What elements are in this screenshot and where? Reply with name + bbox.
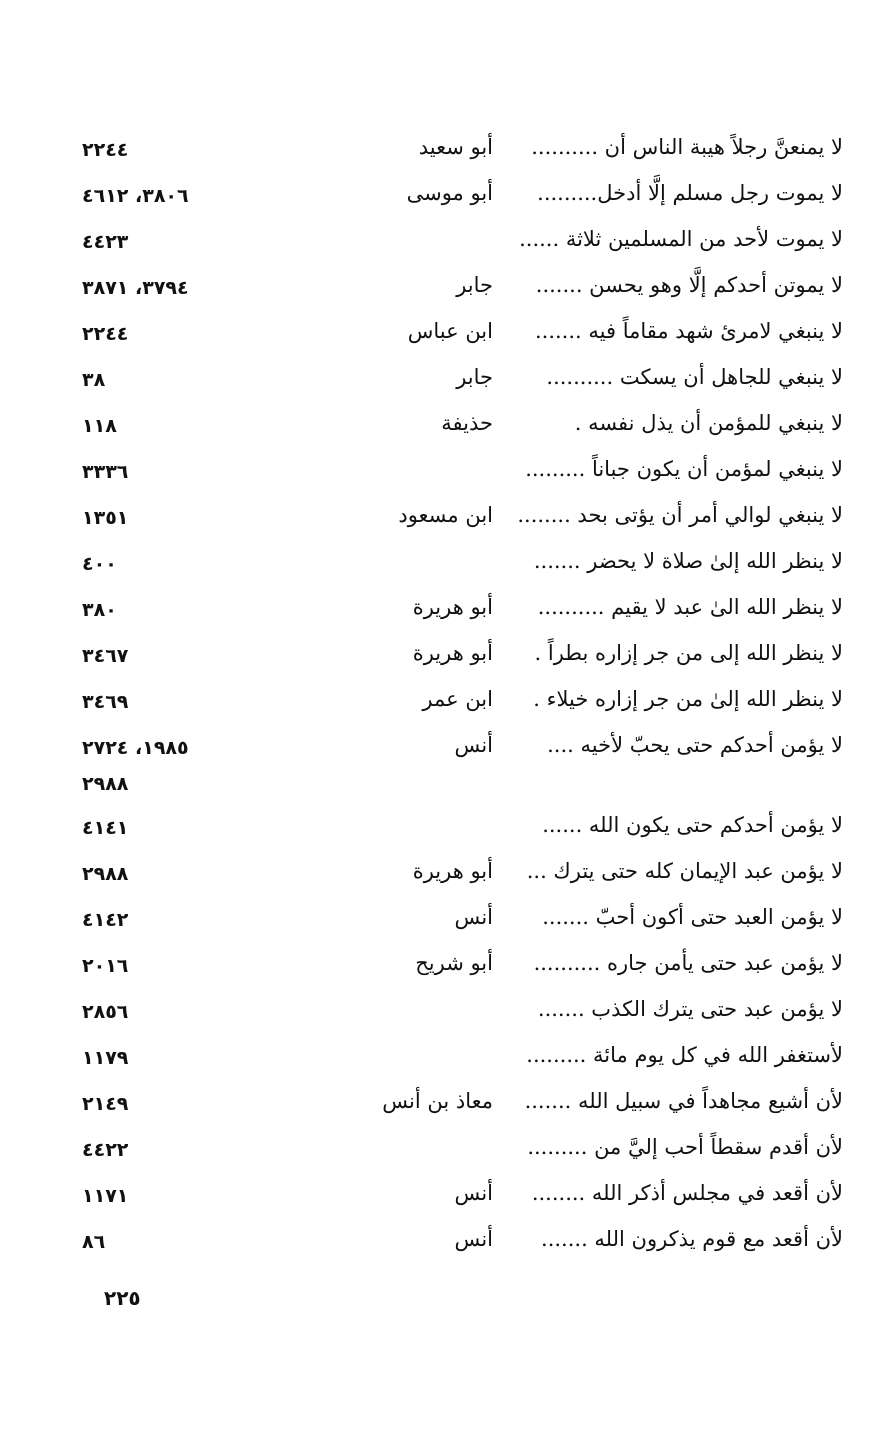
hadith-text: لا ينظر الله إلىٰ صلاة لا يحضر ....... bbox=[533, 549, 843, 573]
reference-numbers bbox=[82, 684, 282, 720]
index-row bbox=[0, 988, 891, 1034]
index-row bbox=[0, 942, 891, 988]
hadith-text: لا ينظر الله إلى من جر إزاره بطراً . bbox=[534, 641, 843, 665]
reference-numbers bbox=[82, 316, 282, 352]
reference-line: ١٣٥١ bbox=[82, 507, 129, 529]
reference-numbers bbox=[82, 546, 282, 582]
hadith-text: لأن أشيع مجاهداً في سبيل الله ....... bbox=[524, 1089, 843, 1113]
narrator-name: أنس bbox=[454, 1227, 493, 1251]
reference-line: ٨٦ bbox=[82, 1231, 106, 1253]
index-row bbox=[0, 896, 891, 942]
index-row bbox=[0, 540, 891, 586]
reference-line-continued: ٢٩٨٨ bbox=[82, 773, 129, 795]
reference-numbers bbox=[82, 500, 282, 536]
hadith-text: لأستغفر الله في كل يوم مائة ......... bbox=[526, 1043, 843, 1067]
index-row bbox=[0, 310, 891, 356]
reference-line: ٣٨٠ bbox=[82, 599, 117, 621]
narrator-name: أبو هريرة bbox=[412, 595, 493, 619]
index-row bbox=[0, 448, 891, 494]
reference-numbers bbox=[82, 1224, 282, 1260]
reference-line: ٣٤٦٧ bbox=[82, 645, 129, 667]
hadith-text: لأن أقعد في مجلس أذكر الله ........ bbox=[531, 1181, 843, 1205]
reference-numbers bbox=[82, 408, 282, 444]
reference-line: ١٩٨٥، ٢٧٢٤ bbox=[82, 737, 189, 759]
reference-numbers bbox=[82, 730, 282, 802]
hadith-text: لا يؤمن عبد الإيمان كله حتى يترك ... bbox=[526, 859, 843, 883]
index-row bbox=[0, 494, 891, 540]
index-row bbox=[0, 218, 891, 264]
index-row bbox=[0, 126, 891, 172]
reference-line: ٢٠١٦ bbox=[82, 955, 129, 977]
reference-line: ٢٩٨٨ bbox=[82, 863, 129, 885]
reference-numbers bbox=[82, 948, 282, 984]
reference-line: ٢٨٥٦ bbox=[82, 1001, 129, 1023]
hadith-text: لا يؤمن عبد حتى يترك الكذب ....... bbox=[537, 997, 843, 1021]
reference-numbers bbox=[82, 810, 282, 846]
hadith-text: لا ينبغي للمؤمن أن يذل نفسه . bbox=[574, 411, 843, 435]
index-row bbox=[0, 264, 891, 310]
hadith-text: لا يؤمن أحدكم حتى يكون الله ...... bbox=[542, 813, 843, 837]
narrator-name: أبو سعيد bbox=[418, 135, 493, 159]
reference-numbers bbox=[82, 902, 282, 938]
narrator-name: أنس bbox=[454, 733, 493, 757]
reference-line: ٢٢٤٤ bbox=[82, 323, 129, 345]
hadith-text: لا يموت لأحد من المسلمين ثلاثة ...... bbox=[519, 227, 843, 251]
narrator-name: جابر bbox=[456, 365, 493, 389]
index-row bbox=[0, 632, 891, 678]
hadith-text: لا يموت رجل مسلم إلَّا أدخل......... bbox=[537, 181, 843, 205]
reference-line: ٤١٤٢ bbox=[82, 909, 129, 931]
hadith-text: لا ينبغي للجاهل أن يسكت .......... bbox=[546, 365, 843, 389]
hadith-text: لا ينبغي لوالي أمر أن يؤتى بحد ........ bbox=[517, 503, 843, 527]
reference-numbers bbox=[82, 994, 282, 1030]
index-row bbox=[0, 1218, 891, 1264]
narrator-name: أبو هريرة bbox=[412, 641, 493, 665]
hadith-text: لا ينبغي لامرئ شهد مقاماً فيه ....... bbox=[534, 319, 843, 343]
reference-numbers bbox=[82, 1086, 282, 1122]
narrator-name: أنس bbox=[454, 905, 493, 929]
reference-numbers bbox=[82, 856, 282, 892]
narrator-name: معاذ بن أنس bbox=[382, 1089, 493, 1113]
narrator-name: جابر bbox=[456, 273, 493, 297]
reference-line: ٣٧٩٤، ٣٨٧١ bbox=[82, 277, 189, 299]
index-row bbox=[0, 850, 891, 896]
hadith-text: لا يؤمن العبد حتى أكون أحبّ ....... bbox=[542, 905, 843, 929]
page-number: ٢٢٥ bbox=[104, 1286, 141, 1310]
hadith-index-list bbox=[0, 126, 891, 1264]
narrator-name: ابن عمر bbox=[422, 687, 493, 711]
narrator-name: أبو هريرة bbox=[412, 859, 493, 883]
index-row bbox=[0, 356, 891, 402]
hadith-text: لا ينبغي لمؤمن أن يكون جباناً ......... bbox=[525, 457, 843, 481]
reference-numbers bbox=[82, 270, 282, 306]
reference-line: ٣٣٣٦ bbox=[82, 461, 129, 483]
hadith-text: لا يؤمن عبد حتى يأمن جاره .......... bbox=[533, 951, 843, 975]
reference-line: ١١٧٩ bbox=[82, 1047, 129, 1069]
reference-line: ٤٤٢٢ bbox=[82, 1139, 129, 1161]
reference-line: ٤٠٠ bbox=[82, 553, 117, 575]
hadith-text: لا يؤمن أحدكم حتى يحبّ لأخيه .... bbox=[547, 733, 843, 757]
index-row bbox=[0, 172, 891, 218]
index-row bbox=[0, 402, 891, 448]
hadith-text: لا ينظر الله إلىٰ من جر إزاره خيلاء . bbox=[533, 687, 843, 711]
reference-line: ١١٧١ bbox=[82, 1185, 129, 1207]
index-row bbox=[0, 1034, 891, 1080]
reference-numbers bbox=[82, 592, 282, 628]
narrator-name: ابن عباس bbox=[407, 319, 493, 343]
index-row bbox=[0, 724, 891, 804]
index-row bbox=[0, 1126, 891, 1172]
reference-line: ٣٨ bbox=[82, 369, 106, 391]
reference-numbers bbox=[82, 224, 282, 260]
reference-line: ٢٢٤٤ bbox=[82, 139, 129, 161]
reference-numbers bbox=[82, 638, 282, 674]
hadith-text: لا يموتن أحدكم إلَّا وهو يحسن ....... bbox=[535, 273, 843, 297]
narrator-name: حذيفة bbox=[441, 411, 493, 435]
reference-numbers bbox=[82, 1178, 282, 1214]
reference-line: ٣٤٦٩ bbox=[82, 691, 129, 713]
hadith-text: لا يمنعنَّ رجلاً هيبة الناس أن .......... bbox=[531, 135, 843, 159]
reference-line: ١١٨ bbox=[82, 415, 117, 437]
reference-numbers bbox=[82, 1040, 282, 1076]
reference-numbers bbox=[82, 132, 282, 168]
index-row bbox=[0, 1172, 891, 1218]
reference-line: ٢١٤٩ bbox=[82, 1093, 129, 1115]
hadith-text: لأن أقعد مع قوم يذكرون الله ....... bbox=[541, 1227, 843, 1251]
reference-line: ٤١٤١ bbox=[82, 817, 129, 839]
index-row bbox=[0, 1080, 891, 1126]
hadith-text: لا ينظر الله الىٰ عبد لا يقيم .......... bbox=[537, 595, 843, 619]
reference-numbers bbox=[82, 178, 282, 214]
hadith-text: لأن أقدم سقطاً أحب إليَّ من ......... bbox=[527, 1135, 843, 1159]
narrator-name: أبو شريح bbox=[415, 951, 493, 975]
narrator-name: أنس bbox=[454, 1181, 493, 1205]
reference-line: ٣٨٠٦، ٤٦١٢ bbox=[82, 185, 189, 207]
reference-numbers bbox=[82, 362, 282, 398]
reference-numbers bbox=[82, 454, 282, 490]
reference-numbers bbox=[82, 1132, 282, 1168]
index-row bbox=[0, 804, 891, 850]
index-row bbox=[0, 678, 891, 724]
narrator-name: ابن مسعود bbox=[398, 503, 493, 527]
index-row bbox=[0, 586, 891, 632]
narrator-name: أبو موسى bbox=[406, 181, 493, 205]
reference-line: ٤٤٢٣ bbox=[82, 231, 129, 253]
